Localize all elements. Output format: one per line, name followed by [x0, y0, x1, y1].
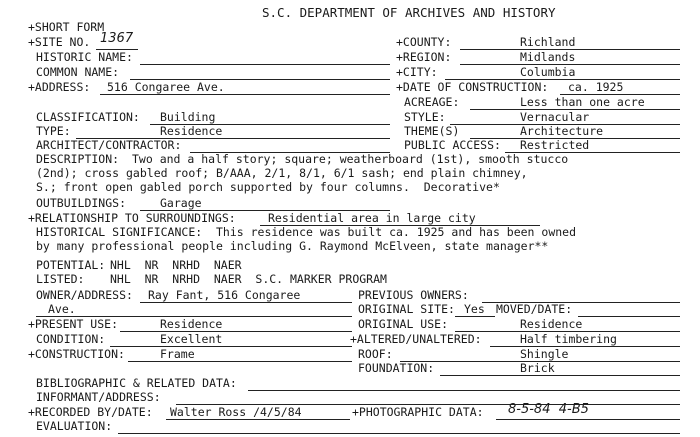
foundation-line — [440, 375, 680, 376]
public-access-value: Restricted — [520, 138, 590, 152]
foundation-label: FOUNDATION: — [358, 361, 435, 375]
outbuildings-label: OUTBUILDINGS: — [36, 196, 127, 210]
bibliographic-line — [248, 390, 680, 391]
outbuildings-value: Garage — [160, 196, 202, 210]
original-site-value: Yes — [464, 302, 485, 316]
evaluation-label: EVALUATION: — [36, 419, 113, 433]
listed-label: LISTED: — [36, 272, 85, 286]
address-value: 516 Congaree Ave. — [107, 80, 225, 94]
foundation-value: Brick — [520, 361, 555, 375]
architect-label: ARCHITECT/CONTRACTOR: — [36, 138, 182, 152]
photographic-label: +PHOTOGRAPHIC DATA: — [352, 405, 484, 419]
date-construction-value: ca. 1925 — [568, 80, 624, 94]
significance-label: HISTORICAL SIGNIFICANCE: — [36, 225, 203, 239]
page-title: S.C. DEPARTMENT OF ARCHIVES AND HISTORY — [262, 5, 556, 20]
description-line-3: S.; front open gabled porch supported by four columns. Decorative* — [36, 180, 500, 194]
style-value: Vernacular — [520, 110, 590, 124]
address-line — [100, 94, 390, 95]
construction-label: +CONSTRUCTION: — [28, 347, 125, 361]
description-line-1: Two and a half story; square; weatherboard (1st), smooth stucco — [132, 152, 569, 166]
site-no-label: +SITE NO. — [28, 35, 91, 49]
classification-label: CLASSIFICATION: — [36, 110, 140, 124]
altered-label: +ALTERED/UNALTERED: — [350, 332, 482, 346]
region-value: Midlands — [520, 50, 576, 64]
evaluation-line — [118, 433, 680, 434]
recorded-by-label: +RECORDED BY/DATE: — [28, 405, 153, 419]
moved-date-label: MOVED/DATE: — [496, 302, 573, 316]
significance-line-1: This residence was built ca. 1925 and has been owned — [216, 225, 577, 239]
roof-label: ROOF: — [358, 347, 393, 361]
historic-name-label: HISTORIC NAME: — [36, 50, 133, 64]
previous-owners-label: PREVIOUS OWNERS: — [358, 288, 469, 302]
type-label: TYPE: — [36, 124, 71, 138]
present-use-label: +PRESENT USE: — [28, 317, 119, 331]
roof-value: Shingle — [520, 347, 569, 361]
style-label: STYLE: — [404, 110, 446, 124]
acreage-value: Less than one acre — [520, 95, 645, 109]
public-access-label: PUBLIC ACCESS: — [404, 138, 501, 152]
county-value: Richland — [520, 35, 576, 49]
theme-label: THEME(S) — [404, 124, 460, 138]
site-no-value: 1367 — [100, 31, 134, 46]
original-use-value: Residence — [520, 317, 583, 331]
altered-value: Half timbering — [520, 332, 617, 346]
construction-value: Frame — [160, 347, 195, 361]
owner-value-2: Ave. — [48, 302, 76, 316]
potential-options: NHL NR NRHD NAER — [110, 258, 242, 272]
potential-label: POTENTIAL: — [36, 258, 106, 272]
original-site-line — [455, 316, 495, 317]
photographic-value: 8-5-84 4-B5 — [508, 402, 589, 417]
owner-value-1: Ray Fant, 516 Congaree — [148, 288, 301, 302]
present-use-line — [120, 331, 352, 332]
address-label: +ADDRESS: — [28, 80, 91, 94]
photographic-line — [496, 419, 680, 420]
county-label: +COUNTY: — [396, 35, 452, 49]
region-label: +REGION: — [396, 50, 452, 64]
date-construction-label: +DATE OF CONSTRUCTION: — [396, 80, 549, 94]
type-value: Residence — [160, 124, 223, 138]
construction-line — [128, 361, 352, 362]
original-site-label: ORIGINAL SITE: — [358, 302, 455, 316]
significance-line-2: by many professional people including G. Raymond McElveen, state manager** — [36, 239, 549, 253]
recorded-by-line — [166, 419, 350, 420]
relationship-label: +RELATIONSHIP TO SURROUNDINGS: — [28, 211, 236, 225]
city-label: +CITY: — [396, 65, 438, 79]
relationship-value: Residential area in large city — [268, 211, 476, 225]
classification-value: Building — [160, 110, 216, 124]
city-value: Columbia — [520, 65, 576, 79]
theme-value: Architecture — [520, 124, 604, 138]
recorded-by-value: Walter Ross /4/5/84 — [170, 405, 302, 419]
owner-label: OWNER/ADDRESS: — [36, 288, 133, 302]
common-name-label: COMMON NAME: — [36, 65, 120, 79]
listed-options: NHL NR NRHD NAER S.C. MARKER PROGRAM — [110, 272, 387, 286]
altered-line — [490, 346, 680, 347]
historic-name-line — [140, 64, 390, 65]
original-use-label: ORIGINAL USE: — [358, 317, 449, 331]
description-line-2: (2nd); cross gabled roof; B/AAA, 2/1, 8/1, 6/1 sash; end plain chimney, — [36, 166, 528, 180]
condition-line — [110, 346, 352, 347]
bibliographic-label: BIBLIOGRAPHIC & RELATED DATA: — [36, 376, 237, 390]
acreage-label: ACREAGE: — [404, 95, 460, 109]
condition-value: Excellent — [160, 332, 223, 346]
condition-label: CONDITION: — [36, 332, 106, 346]
present-use-value: Residence — [160, 317, 223, 331]
description-label: DESCRIPTION: — [36, 152, 120, 166]
form-type: +SHORT FORM — [28, 20, 105, 34]
owner-line-1 — [140, 302, 352, 303]
moved-date-line — [578, 316, 680, 317]
informant-label: INFORMANT/ADDRESS: — [36, 390, 161, 404]
